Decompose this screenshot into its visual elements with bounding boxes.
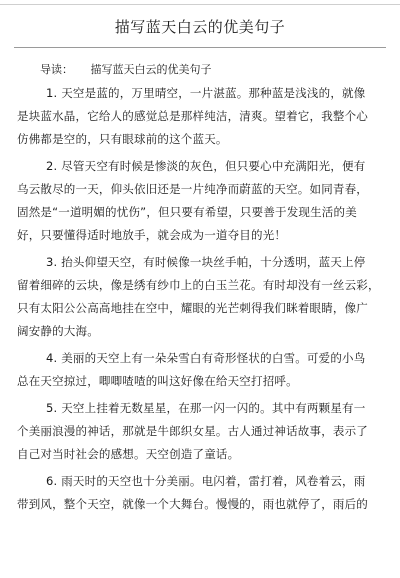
paragraph-line: 3. 抬头仰望天空，有时候像一块丝手帕，十分透明，蓝天上停 [46, 255, 366, 269]
paragraph-4 [17, 347, 385, 393]
paragraph-3 [17, 251, 385, 343]
page-title: 描写蓝天白云的优美句子 [114, 18, 286, 36]
article-body [17, 82, 385, 520]
paragraph-line: 2. 尽管天空有时候是惨淡的灰色，但只要心中充满阳光，便有 [46, 159, 366, 173]
paragraph-line: 好，只要懂得适时地放手，就会成为一道夺目的光！ [17, 228, 287, 242]
intro-label: 导读： [40, 63, 73, 76]
paragraph-line: 是块蓝水晶，它给人的感觉总是那样纯洁，清爽。望着它，我整个心 [17, 109, 368, 123]
intro-line [40, 61, 212, 77]
top-border-line [0, 4, 400, 5]
paragraph-line: 只有太阳公公高高地挂在空中，耀眼的光芒刺得我们眯着眼睛，像广 [17, 301, 368, 315]
paragraph-line: 仿佛都是空的，只有眼球前的这个蓝天。 [17, 132, 228, 146]
paragraph-1 [17, 82, 385, 151]
paragraph-line: 6. 雨天时的天空也十分美丽。电闪着，雷打着，风卷着云，雨 [46, 474, 366, 488]
paragraph-line: 4. 美丽的天空上有一朵朵雪白有奇形怪状的白雪。可爱的小鸟 [46, 351, 366, 365]
paragraph-line: 自己对当时社会的感想。天空创造了童话。 [17, 447, 240, 461]
paragraph-line: 总在天空掠过，唧唧喳喳的叫这好像在给天空打招呼。 [17, 374, 298, 388]
paragraph-line: 乌云散尽的一天，仰头依旧还是一片纯净而蔚蓝的天空。如同青春， [17, 182, 368, 196]
paragraph-line: 固然是“一道明媚的忧伤”，但只要有希望，只要善于发现生活的美 [17, 205, 357, 219]
paragraph-5 [17, 397, 385, 466]
paragraph-6 [17, 470, 385, 516]
intro-text: 描写蓝天白云的优美句子 [90, 63, 212, 76]
title-divider [14, 47, 386, 48]
paragraph-line: 阔安静的大海。 [17, 324, 99, 338]
paragraph-line: 带到风，整个天空，就像一个大舞台。慢慢的，雨也就停了，雨后的 [17, 497, 368, 511]
paragraph-line: 1. 天空是蓝的，万里晴空，一片湛蓝。那种蓝是浅浅的，就像 [46, 86, 366, 100]
paragraph-line: 留着细碎的云块，像是绣有纱巾上的白玉兰花。有时却没有一丝云彩， [17, 278, 380, 292]
paragraph-2 [17, 155, 385, 247]
paragraph-line: 5. 天空上挂着无数星星，在那一闪一闪的。其中有两颗星有一 [46, 401, 366, 415]
paragraph-line: 个美丽浪漫的神话，那就是牛郎织女星。古人通过神话故事，表示了 [17, 424, 368, 438]
